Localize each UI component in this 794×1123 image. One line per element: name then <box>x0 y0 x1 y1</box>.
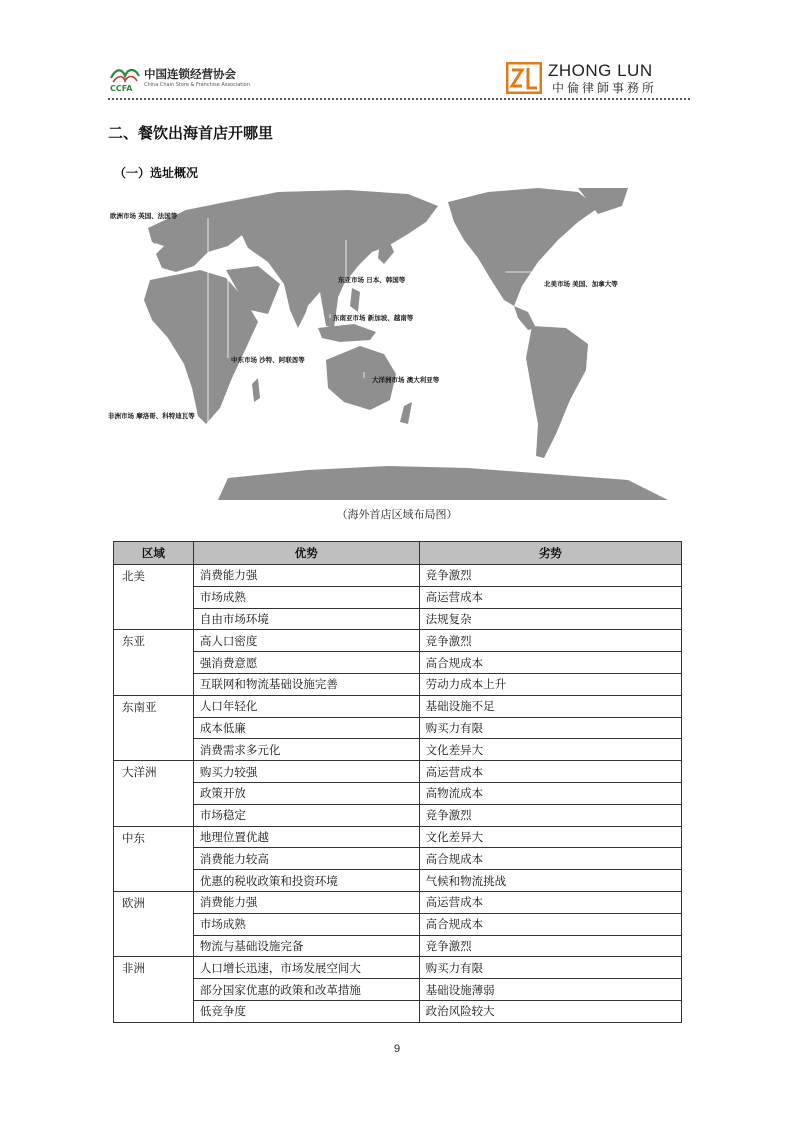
table-row <box>114 891 682 913</box>
header-cons: 劣势 <box>419 542 681 565</box>
table-row <box>114 565 682 587</box>
advantage-cell: 市场成熟 <box>193 586 419 608</box>
map-label-africa: 非洲市场 摩洛哥、科特迪瓦等 <box>108 412 195 420</box>
table-row <box>114 739 682 761</box>
disadvantage-cell: 竞争激烈 <box>419 565 681 587</box>
world-map <box>108 188 686 500</box>
table-row <box>114 870 682 892</box>
table-row <box>114 826 682 848</box>
advantage-cell: 低竞争度 <box>193 1000 419 1022</box>
page-number: 9 <box>393 1043 401 1055</box>
region-cell: 东亚 <box>114 630 194 695</box>
advantage-cell: 人口增长迅速，市场发展空间大 <box>193 957 419 979</box>
disadvantage-cell: 竞争激烈 <box>419 804 681 826</box>
table-row <box>114 1000 682 1022</box>
zhonglun-name-cn: 中倫律師事務所 <box>552 81 658 95</box>
advantage-cell: 消费能力强 <box>193 891 419 913</box>
table-body <box>114 565 682 1023</box>
disadvantage-cell: 竞争激烈 <box>419 630 681 652</box>
zhonglun-name-en: ZHONG LUN <box>548 61 653 80</box>
table-row <box>114 761 682 783</box>
advantage-cell: 人口年轻化 <box>193 695 419 717</box>
advantage-cell: 购买力较强 <box>193 761 419 783</box>
map-label-southeast-asia: 东南亚市场 新加坡、越南等 <box>333 314 414 322</box>
disadvantage-cell: 劳动力成本上升 <box>419 673 681 695</box>
advantage-cell: 高人口密度 <box>193 630 419 652</box>
region-cell: 北美 <box>114 565 194 630</box>
advantage-cell: 强消费意愿 <box>193 652 419 674</box>
table-row <box>114 717 682 739</box>
table-row <box>114 586 682 608</box>
header-divider <box>108 98 690 100</box>
disadvantage-cell: 高合规成本 <box>419 652 681 674</box>
table-row <box>114 608 682 630</box>
disadvantage-cell: 文化差异大 <box>419 739 681 761</box>
landmass <box>144 188 668 500</box>
disadvantage-cell: 文化差异大 <box>419 826 681 848</box>
header-region: 区域 <box>114 542 194 565</box>
advantage-cell: 互联网和物流基础设施完善 <box>193 673 419 695</box>
advantage-cell: 成本低廉 <box>193 717 419 739</box>
advantage-cell: 政策开放 <box>193 782 419 804</box>
advantage-cell: 消费能力较高 <box>193 848 419 870</box>
header-pros: 优势 <box>193 542 419 565</box>
disadvantage-cell: 气候和物流挑战 <box>419 870 681 892</box>
table-row <box>114 630 682 652</box>
map-label-oceania: 大洋洲市场 澳大利亚等 <box>372 376 440 384</box>
table-row <box>114 979 682 1001</box>
advantage-cell: 地理位置优越 <box>193 826 419 848</box>
table-row <box>114 804 682 826</box>
table-row <box>114 935 682 957</box>
advantage-cell: 消费需求多元化 <box>193 739 419 761</box>
region-cell: 中东 <box>114 826 194 891</box>
map-label-europe: 欧洲市场 英国、法国等 <box>110 212 178 220</box>
disadvantage-cell: 高物流成本 <box>419 782 681 804</box>
disadvantage-cell: 高运营成本 <box>419 761 681 783</box>
map-caption: （海外首店区域布局图） <box>336 508 458 521</box>
advantage-cell: 市场稳定 <box>193 804 419 826</box>
table-header-row <box>114 542 682 565</box>
ccfa-abbreviation: CCFA <box>110 84 133 93</box>
disadvantage-cell: 法规复杂 <box>419 608 681 630</box>
table-row <box>114 673 682 695</box>
world-map-graphic <box>108 188 686 500</box>
page-header <box>108 62 688 98</box>
region-cell: 欧洲 <box>114 891 194 956</box>
map-label-north-america: 北美市场 美国、加拿大等 <box>544 280 618 288</box>
zhonglun-logo-icon <box>506 62 542 94</box>
advantage-cell: 优惠的税收政策和投资环境 <box>193 870 419 892</box>
disadvantage-cell: 购买力有限 <box>419 957 681 979</box>
region-cell: 东南亚 <box>114 695 194 760</box>
table-row <box>114 913 682 935</box>
disadvantage-cell: 购买力有限 <box>419 717 681 739</box>
region-comparison-table <box>113 541 682 1023</box>
disadvantage-cell: 高运营成本 <box>419 891 681 913</box>
disadvantage-cell: 高合规成本 <box>419 848 681 870</box>
disadvantage-cell: 基础设施不足 <box>419 695 681 717</box>
advantage-cell: 市场成熟 <box>193 913 419 935</box>
map-label-east-asia: 东亚市场 日本、韩国等 <box>338 276 406 284</box>
ccfa-name-cn: 中国连锁经营协会 <box>144 67 236 81</box>
table-row <box>114 782 682 804</box>
advantage-cell: 物流与基础设施完备 <box>193 935 419 957</box>
region-cell: 非洲 <box>114 957 194 1022</box>
table-row <box>114 848 682 870</box>
table-row <box>114 695 682 717</box>
subsection-title: （一）选址概况 <box>114 166 199 180</box>
disadvantage-cell: 高运营成本 <box>419 586 681 608</box>
advantage-cell: 部分国家优惠的政策和改革措施 <box>193 979 419 1001</box>
disadvantage-cell: 高合规成本 <box>419 913 681 935</box>
region-cell: 大洋洲 <box>114 761 194 826</box>
advantage-cell: 消费能力强 <box>193 565 419 587</box>
section-title: 二、餐饮出海首店开哪里 <box>108 124 274 142</box>
map-label-middle-east: 中东市场 沙特、阿联酋等 <box>231 356 305 364</box>
disadvantage-cell: 基础设施薄弱 <box>419 979 681 1001</box>
table-row <box>114 652 682 674</box>
ccfa-name-en: China Chain Store & Franchise Association <box>144 82 250 88</box>
table-row <box>114 957 682 979</box>
disadvantage-cell: 竞争激烈 <box>419 935 681 957</box>
advantage-cell: 自由市场环境 <box>193 608 419 630</box>
disadvantage-cell: 政治风险较大 <box>419 1000 681 1022</box>
